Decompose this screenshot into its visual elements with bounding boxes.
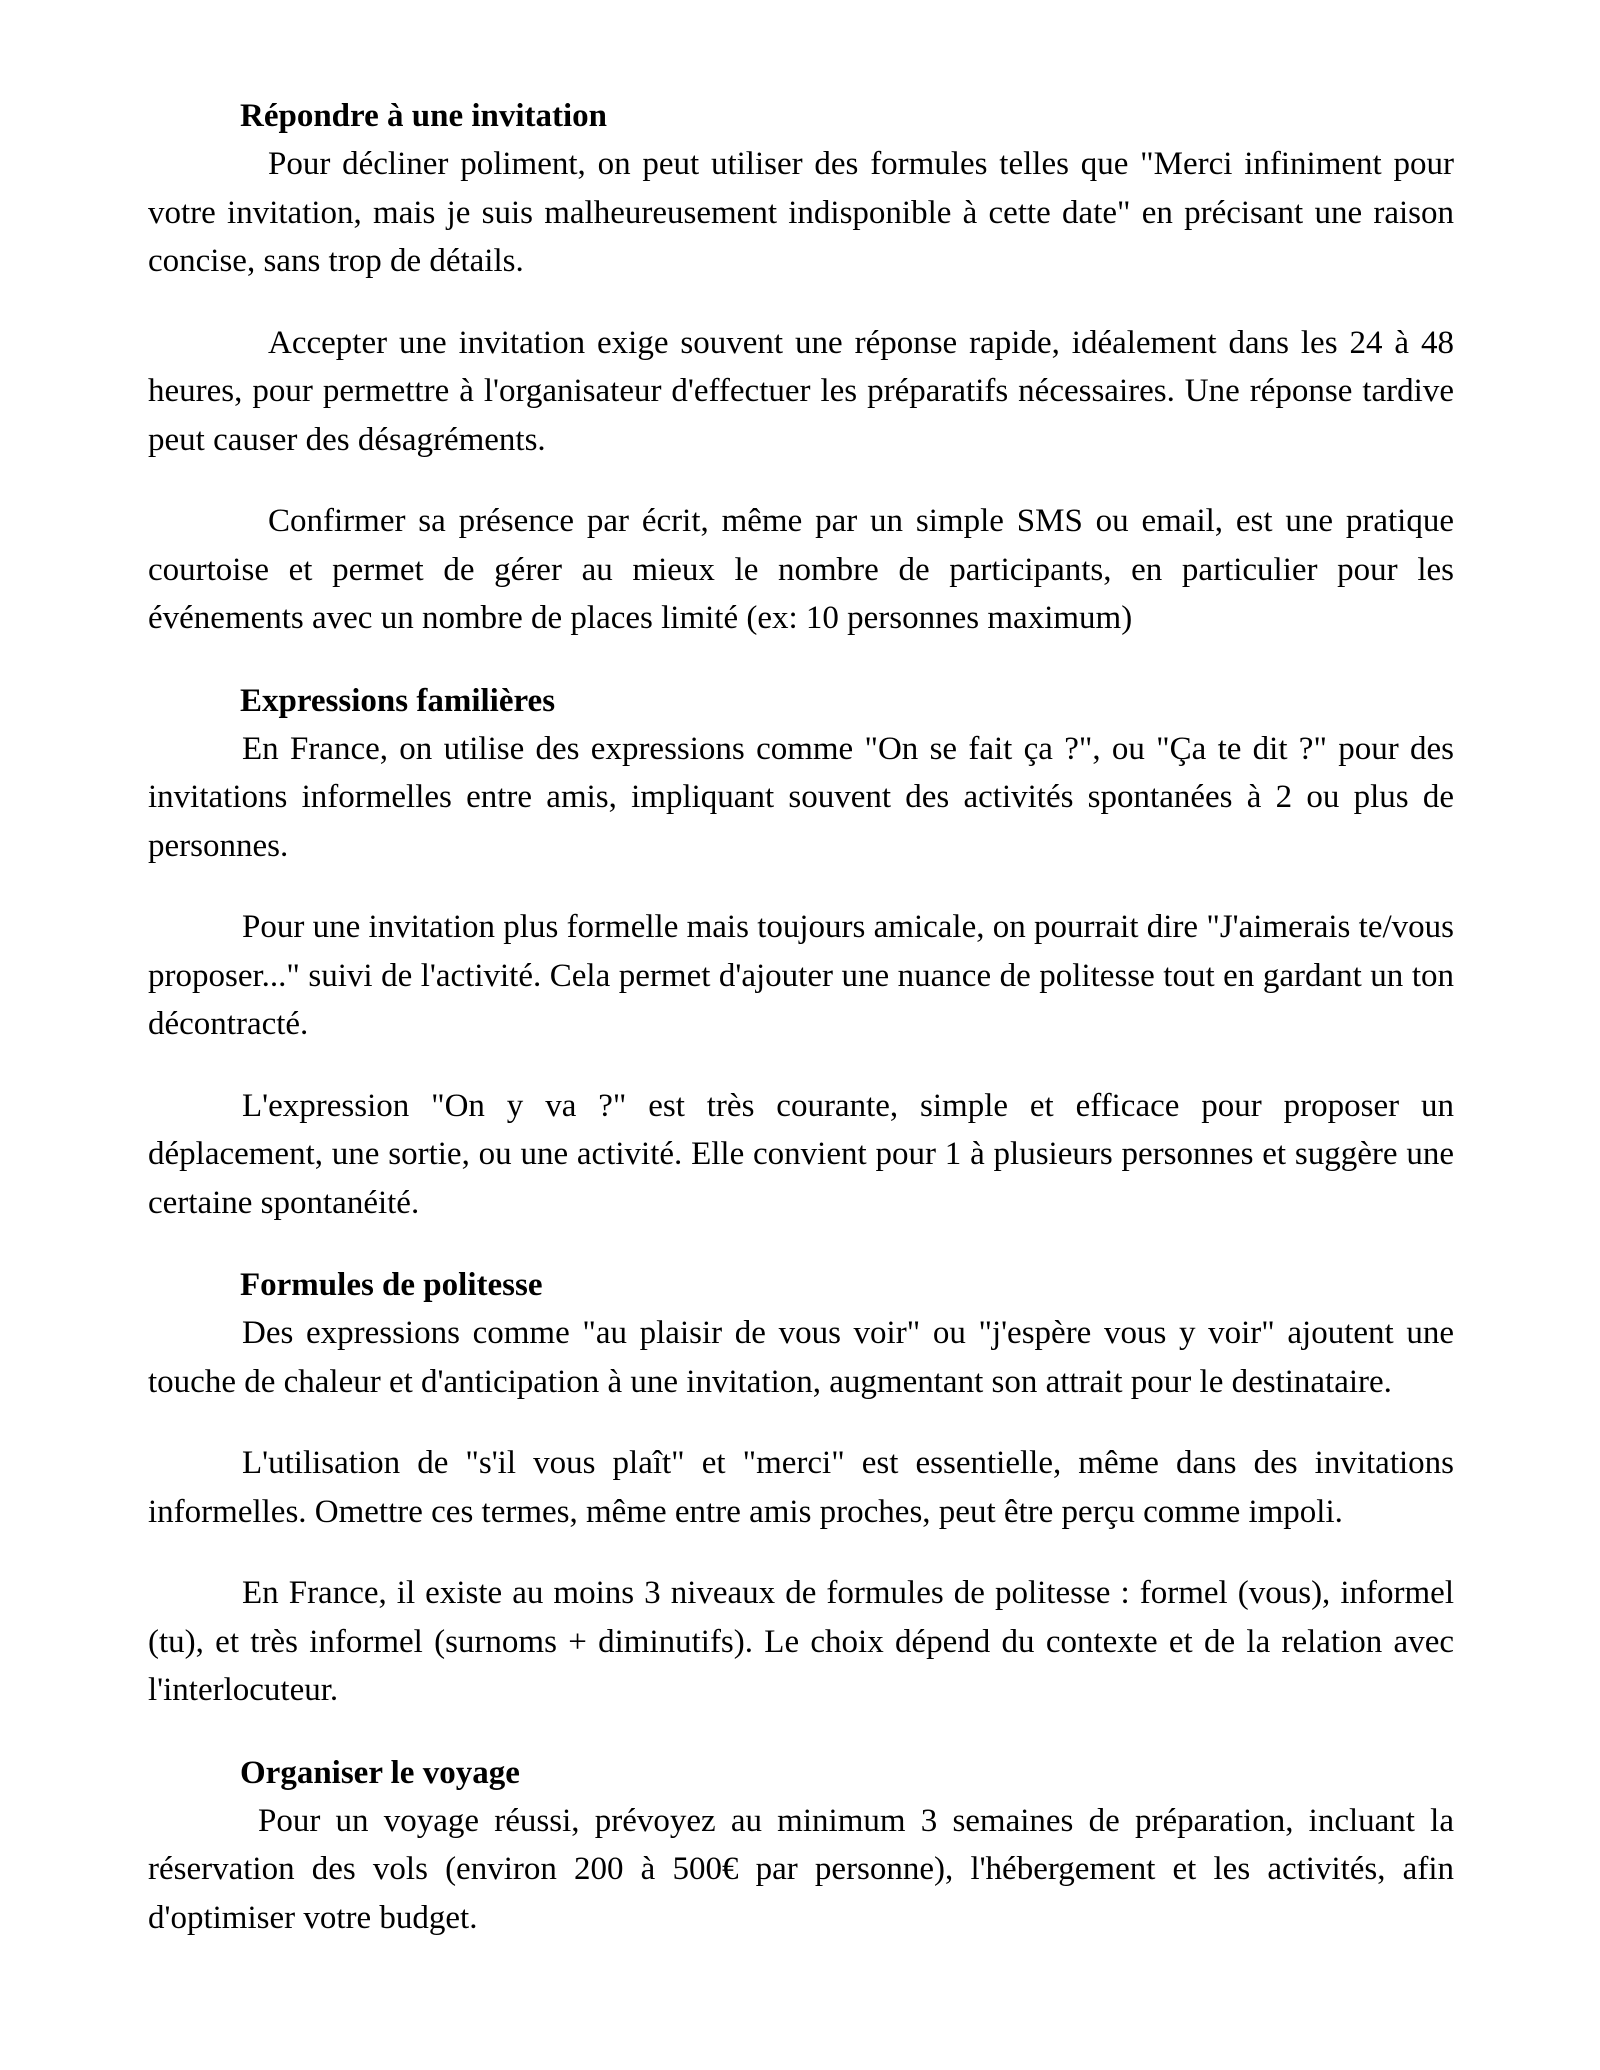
section-formules-politesse: [148, 1261, 1454, 1715]
paragraph: Pour une invitation plus formelle mais toujours amicale, on pourrait dire "J'aimerais te/vous proposer..." suivi de l'activité. Cela permet d'ajouter une nuance de politesse tout en gardant un ton décontracté.: [148, 909, 1454, 1042]
section-expressions-familieres: [148, 677, 1454, 1228]
document-page: [148, 92, 1454, 1942]
paragraph: Pour un voyage réussi, prévoyez au minimum 3 semaines de préparation, incluant la réservation des vols (environ 200 à 500€ par personne), l'hébergement et les activités, afin d'optimiser votre budget.: [148, 1802, 1454, 1936]
section-heading: Répondre à une invitation: [240, 98, 608, 134]
section-repondre-invitation: [148, 92, 1454, 643]
paragraph: En France, on utilise des expressions comme "On se fait ça ?", ou "Ça te dit ?" pour des invitations informelles entre amis, impliquant souvent des activités spontanées à 2 ou plus de personnes.: [148, 730, 1454, 864]
paragraph: Accepter une invitation exige souvent une réponse rapide, idéalement dans les 24 à 48 heures, pour permettre à l'organisateur d'effectuer les préparatifs nécessaires. Une réponse tardive peut causer des désagréments.: [148, 324, 1454, 458]
section-heading: Expressions familières: [240, 682, 556, 719]
paragraph: Confirmer sa présence par écrit, même par un simple SMS ou email, est une pratique courtoise et permet de gérer au mieux le nombre de participants, en particulier pour les événements avec un nombre de places limité (ex: 10 personnes maximum): [148, 503, 1454, 636]
paragraph: Pour décliner poliment, on peut utiliser des formules telles que "Merci infiniment pour votre invitation, mais je suis malheureusement indisponible à cette date" en précisant une raison concise, sans trop de détails.: [148, 146, 1454, 279]
paragraph: Des expressions comme "au plaisir de vous voir" ou "j'espère vous y voir" ajoutent une touche de chaleur et d'anticipation à une invitation, augmentant son attrait pour le destinataire.: [148, 1315, 1454, 1400]
paragraph: L'expression "On y va ?" est très courante, simple et efficace pour proposer un déplacement, une sortie, ou une activité. Elle convient pour 1 à plusieurs personnes et suggère une certaine spontanéité.: [148, 1087, 1454, 1221]
section-heading: Organiser le voyage: [240, 1754, 520, 1791]
paragraph: En France, il existe au moins 3 niveaux de formules de politesse : formel (vous), informel (tu), et très informel (surnoms + diminutifs). Le choix dépend du contexte et de la relation avec l'interlocuteur.: [148, 1575, 1454, 1708]
paragraph: L'utilisation de "s'il vous plaît" et "merci" est essentielle, même dans des invitations informelles. Omettre ces termes, même entre amis proches, peut être perçu comme impoli.: [148, 1445, 1454, 1530]
section-organiser-voyage: [148, 1749, 1454, 1943]
section-heading: Formules de politesse: [240, 1267, 543, 1303]
